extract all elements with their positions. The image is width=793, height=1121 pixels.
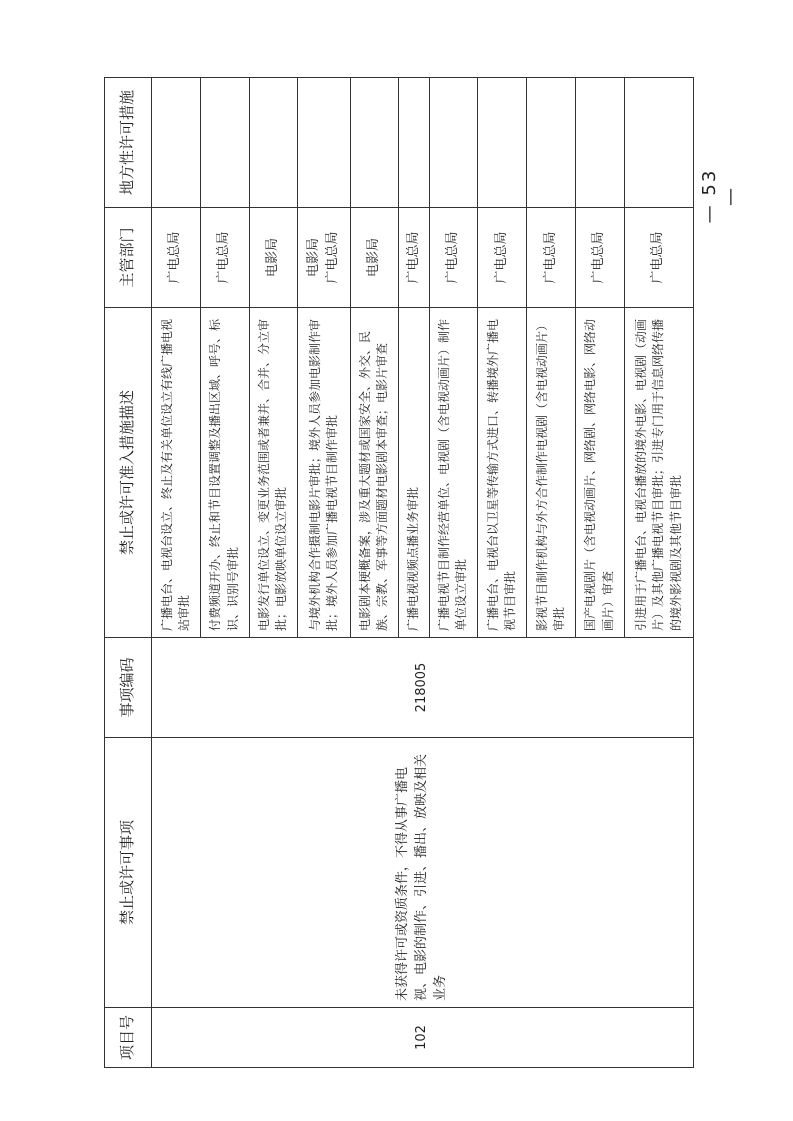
department-cell: 广电总局 <box>624 208 693 308</box>
department-cell: 广电总局 <box>200 208 249 308</box>
description-cell: 引进用于广播电台、电视台播放的境外电影、电视剧（动画片）及其他广播电视节目审批；引进专门用于信息网络传播的境外影视剧及其他节目审批 <box>624 308 693 638</box>
local-measures-cell <box>249 78 298 208</box>
department-cell: 电影局 <box>350 208 399 308</box>
local-measures-cell <box>152 78 201 208</box>
department-cell: 广电总局 <box>429 208 478 308</box>
description-cell: 付费频道开办、终止和节目设置调整及播出区域、呼号、标识、识别号审批 <box>200 308 249 638</box>
local-measures-cell <box>429 78 478 208</box>
description-cell: 广播电台、电视台以卫星等传输方式进口、转播境外广播电视节目审批 <box>478 308 527 638</box>
department-cell: 电影局 广电总局 <box>298 208 350 308</box>
department-cell: 广电总局 <box>152 208 201 308</box>
local-measures-cell <box>399 78 429 208</box>
local-measures-cell <box>478 78 527 208</box>
header-code: 事项编码 <box>105 638 152 738</box>
header-local-measures: 地方性许可措施 <box>105 78 152 208</box>
department-cell: 广电总局 <box>575 208 624 308</box>
department-cell: 广电总局 <box>478 208 527 308</box>
description-cell: 电影剧本梗概备案，涉及重大题材或国家安全、外交、民族、宗教、军事等方面题材电影剧本审查；电影片审查 <box>350 308 399 638</box>
local-measures-cell <box>624 78 693 208</box>
department-cell: 广电总局 <box>527 208 576 308</box>
project-item-cell: 未获得许可或资质条件，不得从事广播电视、电影的制作、引进、播出、放映及相关业务 <box>152 738 694 1008</box>
department-cell: 电影局 <box>249 208 298 308</box>
rotated-table-container <box>104 78 694 1068</box>
description-cell: 与境外机构合作摄制电影片审批；境外人员参加电影制作审批；境外人员参加广播电视节目制作审批 <box>298 308 350 638</box>
description-cell: 影视节目制作机构与外方合作制作电视剧（含电视动画片）审批 <box>527 308 576 638</box>
description-cell: 电影发行单位设立、变更业务范围或者兼并、合并、分立审批；电影放映单位设立审批 <box>249 308 298 638</box>
local-measures-cell <box>298 78 350 208</box>
local-measures-cell <box>350 78 399 208</box>
local-measures-cell <box>527 78 576 208</box>
project-number-cell: 102 <box>152 1008 694 1068</box>
department-cell: 广电总局 <box>399 208 429 308</box>
permit-table <box>104 77 694 1068</box>
local-measures-cell <box>575 78 624 208</box>
table-row <box>152 78 201 1068</box>
header-item: 禁止或许可事项 <box>105 738 152 1008</box>
description-cell: 广播电视视频点播业务审批 <box>399 308 429 638</box>
table-header-row <box>105 78 152 1068</box>
header-department: 主管部门 <box>105 208 152 308</box>
page-number <box>700 130 740 250</box>
page-number-text: — 53 — <box>699 168 741 224</box>
description-cell: 广播电台、电视台设立、终止及有关单位设立有线广播电视站审批 <box>152 308 201 638</box>
header-project-no: 项目号 <box>105 1008 152 1068</box>
description-cell: 广播电视节目制作经营单位、电视剧（含电视动画片）制作单位设立审批 <box>429 308 478 638</box>
project-code-cell: 218005 <box>152 638 694 738</box>
description-cell: 国产电视剧片（含电视动画片、网络剧、网络电影、网络动画片）审查 <box>575 308 624 638</box>
header-description: 禁止或许可准入措施描述 <box>105 308 152 638</box>
local-measures-cell <box>200 78 249 208</box>
